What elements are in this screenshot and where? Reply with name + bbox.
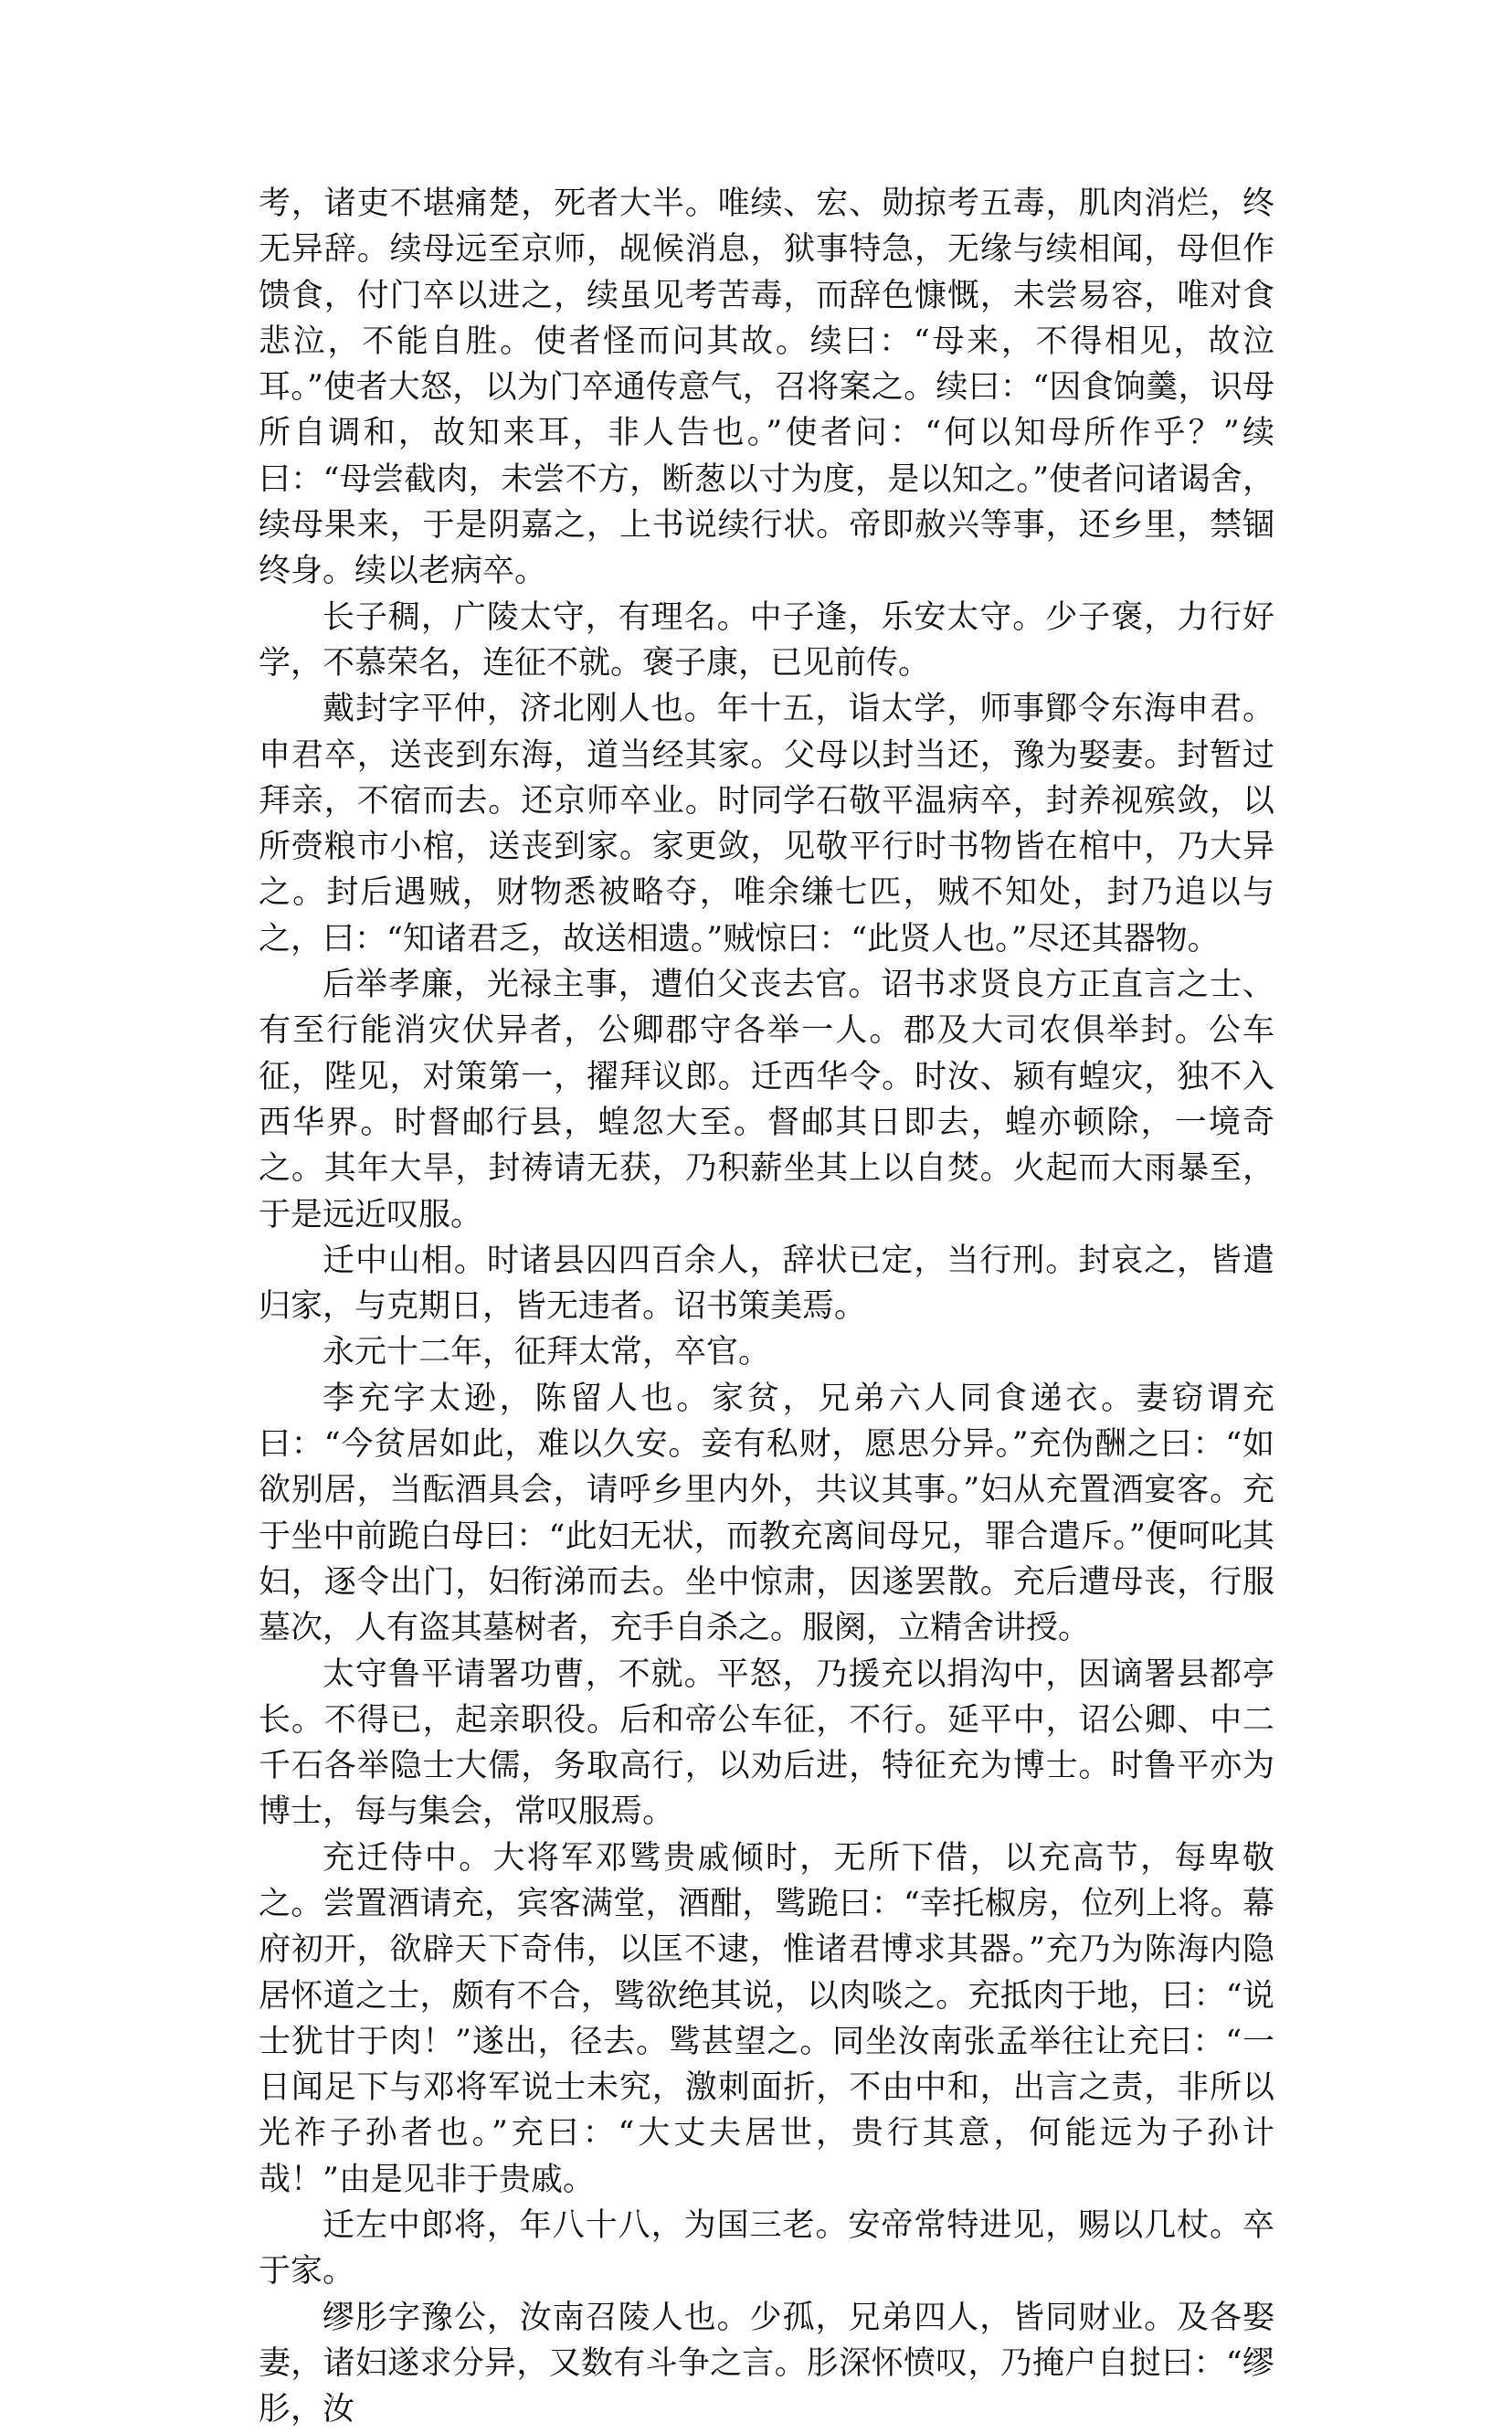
paragraph-8: 太守鲁平请署功曹，不就。平怒，乃援充以捐沟中，因谪署县都亭长。不得已，起亲职役。后和帝公车征，不行。延平中，诏公卿、中二千石各举隐士大儒，务取高行，以劝后进，特征充为博士。时鲁平亦为博士，每与集会，常叹服焉。 xyxy=(259,1655,1274,1831)
body-text xyxy=(259,181,1274,2433)
paragraph-10: 迁左中郎将，年八十八，为国三老。安帝常特进见，赐以几杖。卒于家。 xyxy=(259,2207,1274,2290)
paragraph-1: 考，诸吏不堪痛楚，死者大半。唯续、宏、勋掠考五毒，肌肉消烂，终无异辞。续母远至京师，觇候消息，狱事特急，无缘与续相闻，母但作馈食，付门卒以进之，续虽见考苦毒，而辞色慷慨，未尝易容，唯对食悲泣，不能自胜。使者怪而问其故。续曰：“母来，不得相见，故泣耳。”使者大怒，以为门卒通传意气，召将案之。续曰：“因食饷羹，识母所自调和，故知来耳，非人告也。”使者问：“何以知母所作乎？”续曰：“母尝截肉，未尝不方，断葱以寸为度，是以知之。”使者问诸谒舍，续母果来，于是阴嘉之，上书说续行状。帝即赦兴等事，还乡里，禁锢终身。续以老病卒。 xyxy=(259,185,1274,590)
paragraph-4: 后举孝廉，光禄主事，遭伯父丧去官。诏书求贤良方正直言之士、有至行能消灾伏异者，公卿郡守各举一人。郡及大司农俱举封。公车征，陛见，对策第一，擢拜议郎。迁西华令。时汝、颍有蝗灾，独不入西华界。时督邮行县，蝗忽大至。督邮其日即去，蝗亦顿除，一境奇之。其年大旱，封祷请无获，乃积薪坐其上以自焚。火起而大雨暴至，于是远近叹服。 xyxy=(259,967,1274,1233)
paragraph-9: 充迁侍中。大将军邓骘贵戚倾时，无所下借，以充高节，每卑敬之。尝置酒请充，宾客满堂，酒酣，骘跪曰：“幸托椒房，位列上将。幕府初开，欲辟天下奇伟，以匡不逮，惟诸君博求其器。”充乃为陈海内隐居怀道之士，颇有不合，骘欲绝其说，以肉啖之。充抵肉于地，曰：“说士犹甘于肉！”遂出，径去。骘甚望之。同坐汝南张孟举往让充曰：“一日闻足下与邓将军说士未究，激刺面折，不由中和，出言之责，非所以光祚子孙者也。”充曰：“大丈夫居世，贵行其意，何能远为子孙计哉！”由是见非于贵戚。 xyxy=(259,1839,1274,2198)
paragraph-6: 永元十二年，征拜太常，卒官。 xyxy=(322,1334,771,1371)
paragraph-11: 缪肜字豫公，汝南召陵人也。少孤，兄弟四人，皆同财业。及各娶妻，诸妇遂求分异，又数有斗争之言。肜深怀愤叹，乃掩户自挝曰：“缪肜，汝 xyxy=(259,2299,1274,2428)
paragraph-7: 李充字太逊，陈留人也。家贫，兄弟六人同食递衣。妻窃谓充曰：“今贫居如此，难以久安。妾有私财，愿思分异。”充伪酬之曰：“如欲别居，当酝酒具会，请呼乡里内外，共议其事。”妇从充置酒宴客。充于坐中前跪白母曰：“此妇无状，而教充离间母兄，罪合遣斥。”便呵叱其妇，逐令出门，妇衔涕而去。坐中惊肃，因遂罢散。充后遭母丧，行服墓次，人有盗其墓树者，充手自杀之。服阕，立精舍讲授。 xyxy=(259,1380,1274,1647)
paragraph-2: 长子稠，广陵太守，有理名。中子逢，乐安太守。少子褒，力行好学，不慕荣名，连征不就。褒子康，已见前传。 xyxy=(259,598,1274,682)
paragraph-3: 戴封字平仲，济北刚人也。年十五，诣太学，师事鄮令东海申君。申君卒，送丧到东海，道当经其家。父母以封当还，豫为娶妻。封暂过拜亲，不宿而去。还京师卒业。时同学石敬平温病卒，封养视殡敛，以所赍粮市小棺，送丧到家。家更敛，见敬平行时书物皆在棺中，乃大异之。封后遇贼，财物悉被略夺，唯余缣七匹，贼不知处，封乃追以与之，曰：“知诸君乏，故送相遗。”贼惊曰：“此贤人也。”尽还其器物。 xyxy=(259,691,1274,957)
paragraph-5: 迁中山相。时诸县囚四百余人，辞状已定，当行刑。封哀之，皆遣归家，与克期日，皆无违者。诏书策美焉。 xyxy=(259,1242,1274,1326)
